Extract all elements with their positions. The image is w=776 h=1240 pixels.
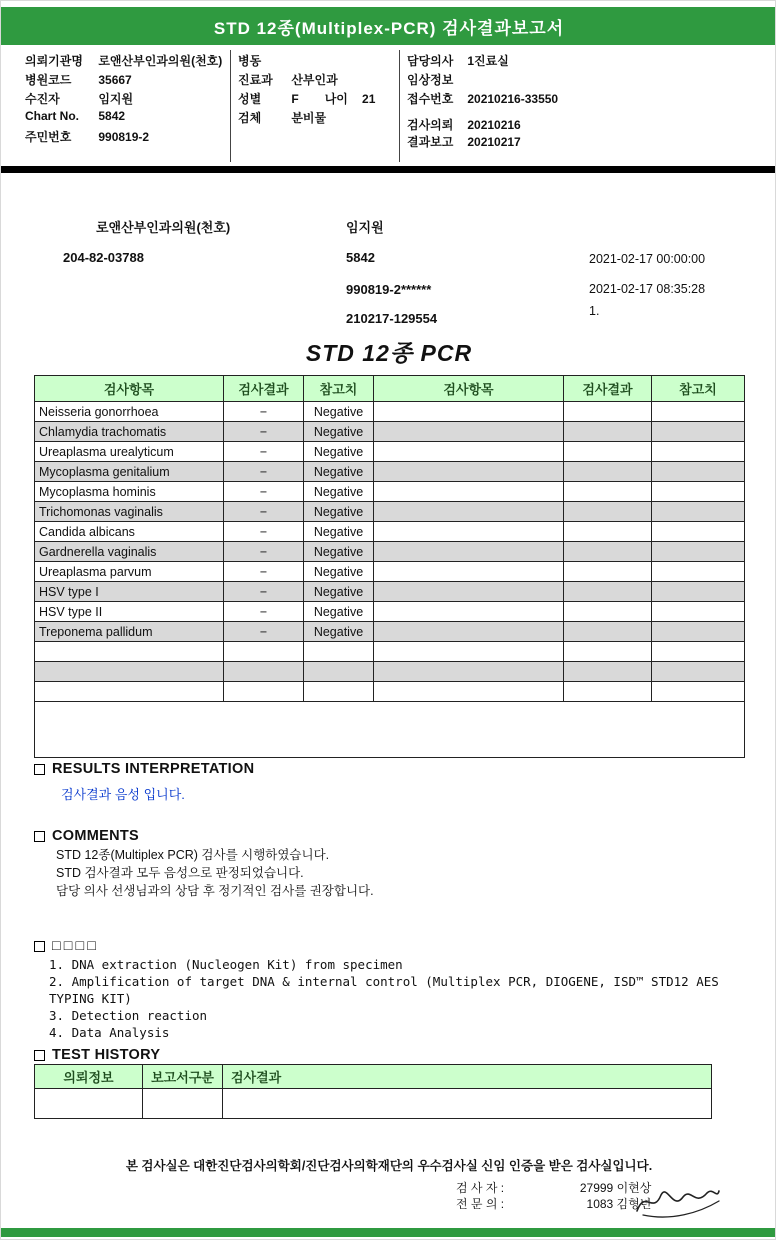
empty-cell [652,682,745,702]
empty-cell [374,662,564,682]
ward-label: 병동 [238,54,262,68]
hospital-code-label: 병원코드 [25,73,72,87]
empty-cell [652,462,745,482]
checkbox-icon [34,831,45,842]
comment-line: STD 12종(Multiplex PCR) 검사를 시행하였습니다. [56,848,330,862]
hospital-code-value: 35667 [98,73,132,87]
method-heading [34,938,99,954]
interpretation-text: 검사결과 음성 입니다. [61,787,185,802]
org-value: 로앤산부인과의원(천호) [98,54,223,68]
doctor-label: 담당의사 [407,54,454,68]
empty-cell [374,602,564,622]
empty-cell [564,562,652,582]
table-row [35,602,745,622]
empty-cell [652,602,745,622]
result-cell: − [224,522,304,542]
dept-row [238,71,338,88]
column-header: 검사항목 [374,376,564,402]
empty-cell [304,662,374,682]
report-date-value: 20210217 [467,135,521,149]
heading-label: TEST HISTORY [52,1047,161,1063]
ref-cell: Negative [304,402,374,422]
dept-value: 산부인과 [291,73,338,87]
empty-cell [374,422,564,442]
checkbox-icon [34,941,45,952]
empty-cell [652,542,745,562]
empty-cell [224,662,304,682]
header-divider-1 [230,50,231,162]
result-cell: − [224,462,304,482]
empty-cell [374,582,564,602]
table-row [35,682,745,702]
hospital-code-row [25,71,132,88]
empty-cell [652,662,745,682]
table-row [35,562,745,582]
method-item: 4. Data Analysis [49,1025,170,1040]
empty-cell [564,602,652,622]
empty-cell [35,702,745,758]
empty-cell [35,1089,143,1119]
ref-cell: Negative [304,442,374,462]
table-row [35,462,745,482]
history-table [34,1064,712,1119]
test-name-cell: Ureaplasma urealyticum [35,442,224,462]
method-item: 2. Amplification of target DNA & internal control (Multiplex PCR, DIOGENE, ISD™ STD12 AES TYPING KIT) [49,974,719,1006]
rrn-row [25,128,149,145]
result-cell: − [224,502,304,522]
table-row [35,402,745,422]
table-row [35,642,745,662]
test-name-cell: Treponema pallidum [35,622,224,642]
ref-cell: Negative [304,582,374,602]
result-cell: − [224,542,304,562]
test-name-cell: Gardnerella vaginalis [35,542,224,562]
empty-cell [374,482,564,502]
test-name-cell: HSV type I [35,582,224,602]
empty-cell [564,682,652,702]
empty-cell [564,462,652,482]
tester-line [456,1179,651,1196]
table-row [35,662,745,682]
empty-cell [652,402,745,422]
comment-line: STD 검사결과 모두 음성으로 판정되었습니다. [56,866,304,880]
table-row [35,622,745,642]
sex-label: 성별 [238,92,262,106]
empty-cell [564,482,652,502]
result-cell: − [224,622,304,642]
table-row [35,422,745,442]
business-number: 204-82-03788 [63,250,144,265]
column-header: 검사결과 [564,376,652,402]
checkbox-icon [34,764,45,775]
heading-label: □□□□ [52,938,100,954]
doctor-value: 1진료실 [467,54,509,68]
empty-cell [224,642,304,662]
table-row [35,1089,712,1119]
results-interpretation-heading [34,761,254,777]
results-table [34,375,745,758]
table-row [35,502,745,522]
empty-cell [652,582,745,602]
table-row [35,482,745,502]
test-name-cell: Neisseria gonorrhoea [35,402,224,422]
empty-cell [35,642,224,662]
result-cell: − [224,442,304,462]
age-value: 21 [362,92,376,106]
table-row [35,522,745,542]
specimen-number: 210217-129554 [346,311,438,326]
clinic-name: 로앤산부인과의원(천호) [96,220,231,235]
dept-label: 진료과 [238,73,273,87]
patient-name: 임지원 [346,220,384,235]
specimen-value: 분비물 [291,111,327,125]
specialist-value: 1083 김형년 [586,1197,652,1211]
page-number: 1. [589,304,600,318]
empty-cell [564,642,652,662]
empty-cell [652,522,745,542]
heading-label: COMMENTS [52,828,139,844]
clinical-label: 임상정보 [407,73,454,87]
result-cell: − [224,402,304,422]
chart-label: Chart No. [25,109,79,123]
patient-label: 수진자 [25,92,60,106]
empty-cell [652,562,745,582]
doctor-row [407,52,509,69]
result-cell: − [224,482,304,502]
test-history-heading [34,1047,160,1063]
heading-label: RESULTS INTERPRETATION [52,761,255,777]
test-name-cell: Trichomonas vaginalis [35,502,224,522]
clinical-row [407,71,464,88]
checkbox-icon [34,1050,45,1061]
empty-cell [374,562,564,582]
report-title: STD 12종(Multiplex-PCR) 검사결과보고서 [213,18,565,38]
result-cell: − [224,562,304,582]
empty-cell [374,442,564,462]
request-value: 20210216 [467,118,521,132]
column-header: 참고치 [652,376,745,402]
column-header: 검사결과 [224,376,304,402]
table-row [35,702,745,758]
specialist-line [456,1195,651,1212]
column-header: 검사항목 [35,376,224,402]
column-header: 보고서구분 [143,1065,223,1089]
rrn-masked: 990819-2****** [346,282,432,297]
pcr-section-title: STD 12종 PCR [305,340,473,366]
receipt-row [407,90,558,107]
empty-cell [35,682,224,702]
ref-cell: Negative [304,462,374,482]
empty-cell [564,442,652,462]
empty-cell [224,682,304,702]
empty-cell [223,1089,712,1119]
test-name-cell: Chlamydia trachomatis [35,422,224,442]
empty-cell [374,402,564,422]
empty-cell [35,662,224,682]
column-header: 검사결과 [223,1065,712,1089]
empty-cell [652,502,745,522]
empty-cell [564,402,652,422]
receipt-value: 20210216-33550 [467,92,559,106]
empty-cell [564,522,652,542]
method-item: 1. DNA extraction (Nucleogen Kit) from specimen [49,957,403,972]
empty-cell [564,622,652,642]
patient-row [25,90,133,107]
empty-cell [652,422,745,442]
ref-cell: Negative [304,482,374,502]
ref-cell: Negative [304,562,374,582]
certification-text: 본 검사실은 대한진단검사의학회/진단검사의학재단의 우수검사실 신임 인증을 받은 검사실입니다. [125,1159,653,1173]
method-item: 3. Detection reaction [49,1008,208,1023]
report-date-label: 결과보고 [407,135,454,149]
empty-cell [564,542,652,562]
signature-icon [631,1179,723,1223]
tester-value: 27999 이현상 [579,1181,652,1195]
empty-cell [652,442,745,462]
specimen-label: 검체 [238,111,262,125]
ref-cell: Negative [304,502,374,522]
tester-label: 검 사 자 : [456,1181,505,1195]
bottom-bar [1,1228,776,1237]
empty-cell [304,682,374,702]
empty-cell [374,522,564,542]
empty-cell [652,622,745,642]
empty-cell [304,642,374,662]
empty-cell [374,622,564,642]
test-name-cell: Mycoplasma genitalium [35,462,224,482]
chart-row [25,109,125,123]
ref-cell: Negative [304,602,374,622]
results-header-row [35,376,745,402]
report-datetime: 2021-02-17 08:35:28 [589,282,706,296]
table-row [35,442,745,462]
rrn-label: 주민번호 [25,130,72,144]
table-row [35,542,745,562]
specialist-label: 전 문 의 : [456,1197,505,1211]
chart-number: 5842 [346,250,375,265]
test-name-cell: Candida albicans [35,522,224,542]
sex-value: F [291,92,299,106]
sex-age-row [238,90,375,107]
report-date-row [407,133,521,150]
rrn-value: 990819-2 [98,130,150,144]
request-label: 검사의뢰 [407,118,454,132]
history-header-row [35,1065,712,1089]
empty-cell [564,662,652,682]
empty-cell [652,482,745,502]
ref-cell: Negative [304,422,374,442]
column-header: 참고치 [304,376,374,402]
chart-value: 5842 [98,109,126,123]
org-row [25,52,222,69]
empty-cell [374,642,564,662]
table-row [35,582,745,602]
result-cell: − [224,422,304,442]
age-label: 나이 [324,92,348,106]
ref-cell: Negative [304,622,374,642]
ref-cell: Negative [304,522,374,542]
test-name-cell: Ureaplasma parvum [35,562,224,582]
empty-cell [143,1089,223,1119]
receipt-label: 접수번호 [407,92,454,106]
empty-cell [374,542,564,562]
empty-cell [564,422,652,442]
comment-line: 담당 의사 선생님과의 상담 후 정기적인 검사를 권장합니다. [56,884,374,898]
section-divider [1,166,776,173]
collect-datetime: 2021-02-17 00:00:00 [589,252,706,266]
empty-cell [564,582,652,602]
method-list [49,956,749,1041]
comments-heading [34,828,139,844]
specimen-row [238,109,326,126]
test-name-cell: Mycoplasma hominis [35,482,224,502]
empty-cell [374,462,564,482]
patient-value: 임지원 [98,92,134,106]
comments-block [56,846,374,900]
header-divider-2 [399,50,400,162]
org-label: 의뢰기관명 [25,54,83,68]
column-header: 의뢰정보 [35,1065,143,1089]
top-bar [1,7,776,45]
result-cell: − [224,602,304,622]
empty-cell [374,682,564,702]
empty-cell [652,642,745,662]
ref-cell: Negative [304,542,374,562]
empty-cell [564,502,652,522]
empty-cell [374,502,564,522]
request-row [407,116,521,133]
ward-row [238,52,288,69]
test-name-cell: HSV type II [35,602,224,622]
result-cell: − [224,582,304,602]
